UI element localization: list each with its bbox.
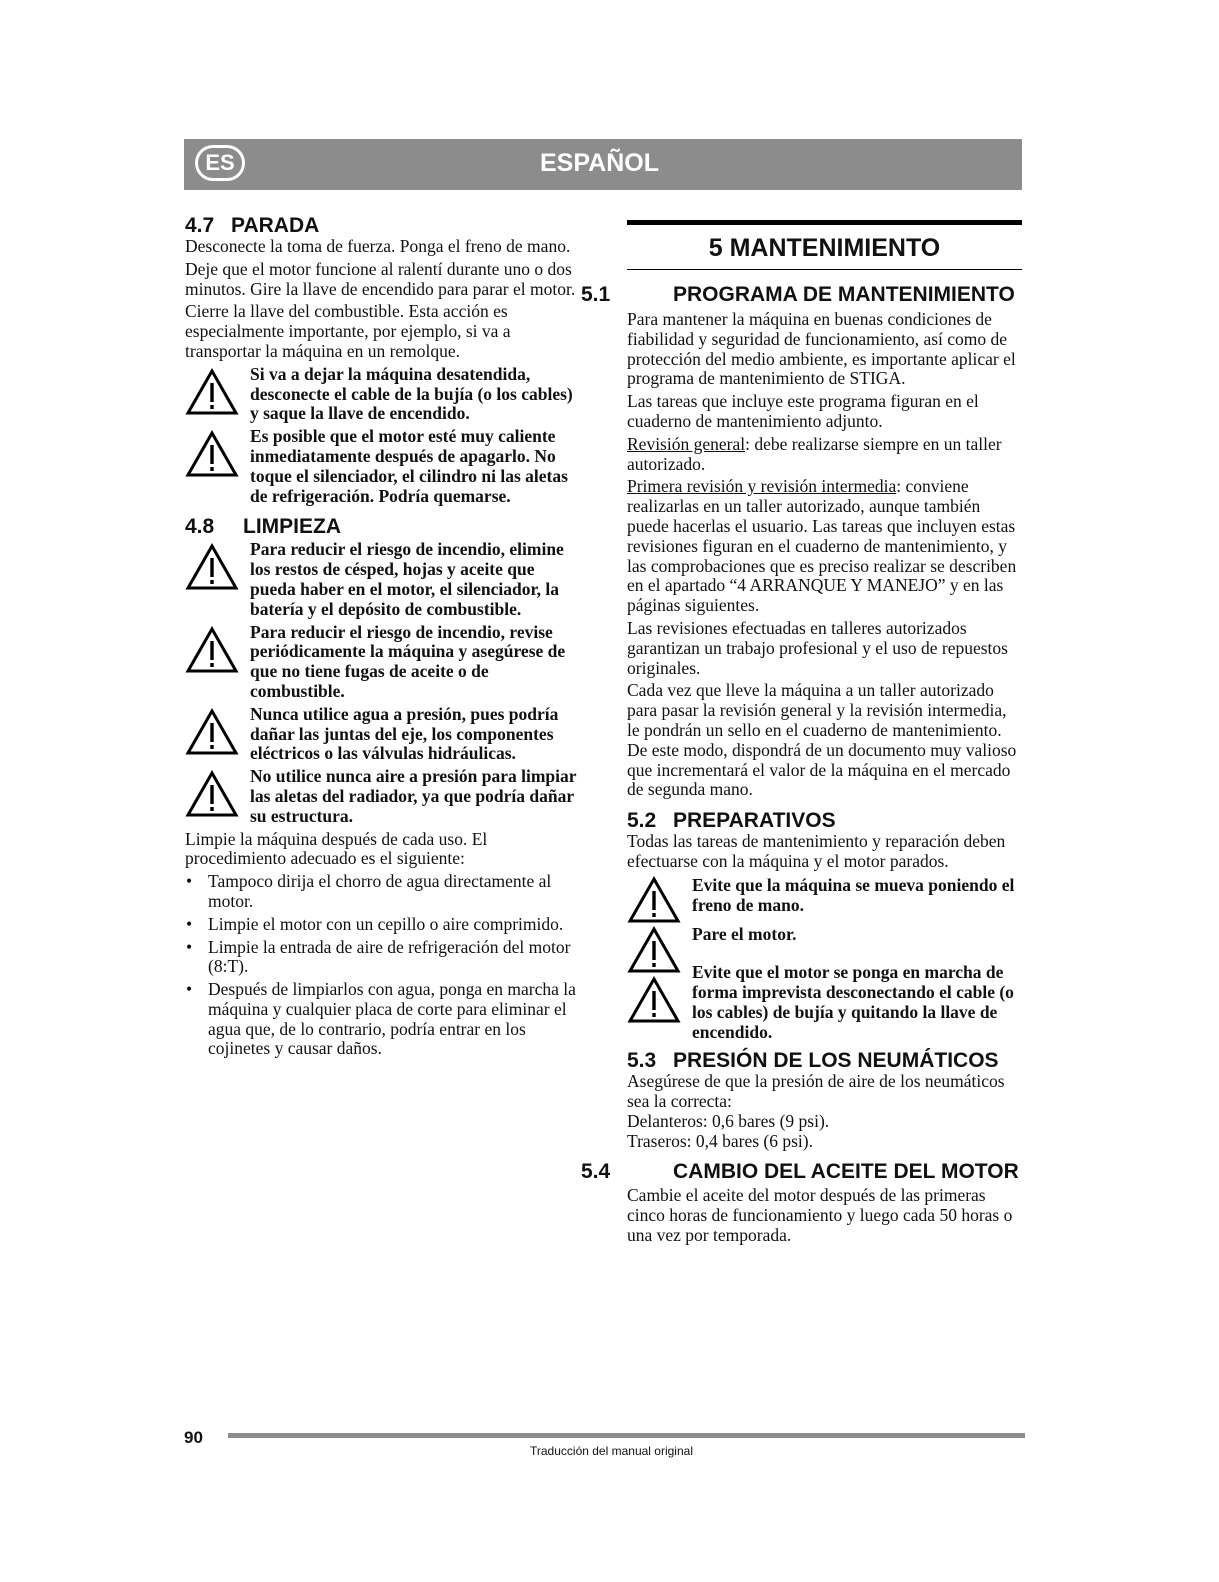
paragraph: Asegúrese de que la presión de aire de los neumáticos sea la correcta: (627, 1071, 1005, 1112)
list-item: • Limpie el motor con un cepillo o aire comprimido. (185, 915, 580, 935)
warning-block (185, 427, 580, 506)
rear-pressure: Traseros: 0,4 bares (6 psi). (627, 1130, 813, 1151)
warning-triangle-icon (627, 876, 681, 924)
warning-icons (627, 876, 681, 1043)
warning-triangle-icon (185, 708, 239, 756)
warning-text: Para reducir el riesgo de incendio, revise periódicamente la máquina y asegúrese de que no tiene fugas de aceite o de combustible. (250, 621, 566, 701)
paragraph: Todas las tareas de mantenimiento y reparación deben efectuarse con la máquina y el motor parados. (627, 831, 1006, 871)
term-primera-revision: Primera revisión y revisión intermedia (627, 476, 897, 497)
list-item: • Después de limpiarlos con agua, ponga en marcha la máquina y cualquier placa de corte para eliminar el agua que, de lo contrario, podría entrar en los cojinetes y causar daños. (185, 980, 580, 1059)
warning-text: Evite que la máquina se mueva poniendo el freno de mano. (692, 874, 1015, 915)
warning-texts (692, 876, 1022, 1043)
section-heading-5-3: 5.3 PRESIÓN DE LOS NEUMÁTICOS (627, 1049, 999, 1073)
page-number: 90 (184, 1428, 203, 1447)
paragraph: Las revisiones efectuadas en talleres autorizados garantizan un trabajo profesional y el uso de repuestos originales. (627, 617, 1008, 678)
warning-text: Pare el motor. (692, 924, 797, 945)
paragraph: Revisión general: debe realizarse siempre en un taller autorizado. (627, 433, 1002, 474)
section-heading-4-7: 4.7 PARADA (185, 214, 320, 237)
right-column (581, 220, 1022, 1249)
paragraph: Las tareas que incluye este programa figuran en el cuaderno de mantenimiento adjunto. (627, 391, 979, 431)
warning-triangle-icon (627, 976, 681, 1024)
warning-triangle-icon (185, 626, 239, 674)
warning-text: Si va a dejar la máquina desatendida, desconecte el cable de la bujía (o los cables) y saque la llave de encendido. (250, 363, 573, 424)
warning-block (185, 540, 580, 619)
paragraph: Primera revisión y revisión intermedia: conviene realizarlas en un taller autorizado, aunque también puede hacerlas el usuario. Las tareas que incluyen estas revisiones figuran en el cuaderno de mantenimiento, y las comprobaciones que es preciso realizar se describen en el apartado “4 ARRANQUE Y MANEJO” y en las páginas siguientes. (627, 476, 1017, 616)
warning-group (627, 876, 1022, 1043)
term-revision-general: Revisión general (627, 433, 746, 454)
cleaning-steps-list (185, 872, 580, 1059)
chapter-title: 5 MANTENIMIENTO (708, 234, 941, 262)
warning-triangle-icon (627, 926, 681, 974)
section-heading-4-8: 4.8 LIMPIEZA (185, 515, 341, 539)
section-heading-5-2: 5.2 PREPARATIVOS (627, 809, 836, 833)
warning-triangle-icon (185, 543, 239, 591)
warning-text: Evite que el motor se ponga en marcha de forma imprevista desconectando el cable (o los cables) de bujía y quitando la llave de encendido. (692, 962, 1014, 1042)
section-heading-5-1: 5.1 PROGRAMA DE MANTENIMIENTO (581, 283, 1015, 306)
paragraph: Desconecte la toma de fuerza. Ponga el freno de mano. (185, 236, 571, 256)
warning-text: Es posible que el motor esté muy caliente inmediatamente después de apagarlo. No toque el silenciador, el cilindro ni las aletas de refrigeración. Podría quemarse. (250, 426, 568, 506)
warning-triangle-icon (185, 430, 239, 478)
warning-text: No utilice nunca aire a presión para limpiar las aletas del radiador, ya que podría dañar su estructura. (250, 766, 577, 826)
warning-block (185, 365, 580, 424)
banner-title: ESPAÑOL (540, 149, 659, 177)
warning-block (185, 623, 580, 702)
warning-triangle-icon (185, 770, 239, 818)
paragraph: Limpie la máquina después de cada uso. El procedimiento adecuado es el siguiente: (185, 828, 488, 869)
front-pressure: Delanteros: 0,6 bares (9 psi). (627, 1110, 830, 1131)
footer-rule (228, 1433, 1025, 1438)
language-badge: ES (195, 145, 245, 181)
list-item: • Limpie la entrada de aire de refrigeración del motor (8:T). (185, 938, 580, 978)
warning-text: Para reducir el riesgo de incendio, elimine los restos de césped, hojas y aceite que pueda haber en el motor, el silenciador, la batería y el depósito de combustible. (250, 539, 564, 619)
warning-triangle-icon (185, 368, 239, 416)
chapter-heading (627, 220, 1022, 270)
footer-caption: Traducción del manual original (530, 1444, 693, 1458)
paragraph: Cierre la llave del combustible. Esta acción es especialmente importante, por ejemplo, si va a transportar la máquina en un remolque. (185, 301, 511, 361)
left-column (185, 215, 580, 1062)
warning-block (185, 705, 580, 764)
warning-text: Nunca utilice agua a presión, pues podría dañar las juntas del eje, los componentes eléctricos o las válvulas hidráulicas. (250, 703, 559, 764)
paragraph: Deje que el motor funcione al ralentí durante uno o dos minutos. Gire la llave de encendido para parar el motor. (185, 258, 576, 299)
warning-block (185, 767, 580, 826)
list-item: • Tampoco dirija el chorro de agua directamente al motor. (185, 872, 580, 912)
paragraph: Para mantener la máquina en buenas condiciones de fiabilidad y seguridad de funcionamiento, así como de protección del medio ambiente, es importante aplicar el programa de mantenimiento de STIGA. (627, 309, 1016, 389)
paragraph: Cambie el aceite del motor después de las primeras cinco horas de funcionamiento y luego cada 50 horas o una vez por temporada. (627, 1185, 1013, 1246)
paragraph: Cada vez que lleve la máquina a un taller autorizado para pasar la revisión general y la revisión intermedia, le pondrán un sello en el cuaderno de mantenimiento. De este modo, dispondrá de un documento muy valioso que incrementará el valor de la máquina en el mercado de segunda mano. (627, 680, 1017, 800)
section-heading-5-4: 5.4 CAMBIO DEL ACEITE DEL MOTOR (581, 1160, 1019, 1184)
